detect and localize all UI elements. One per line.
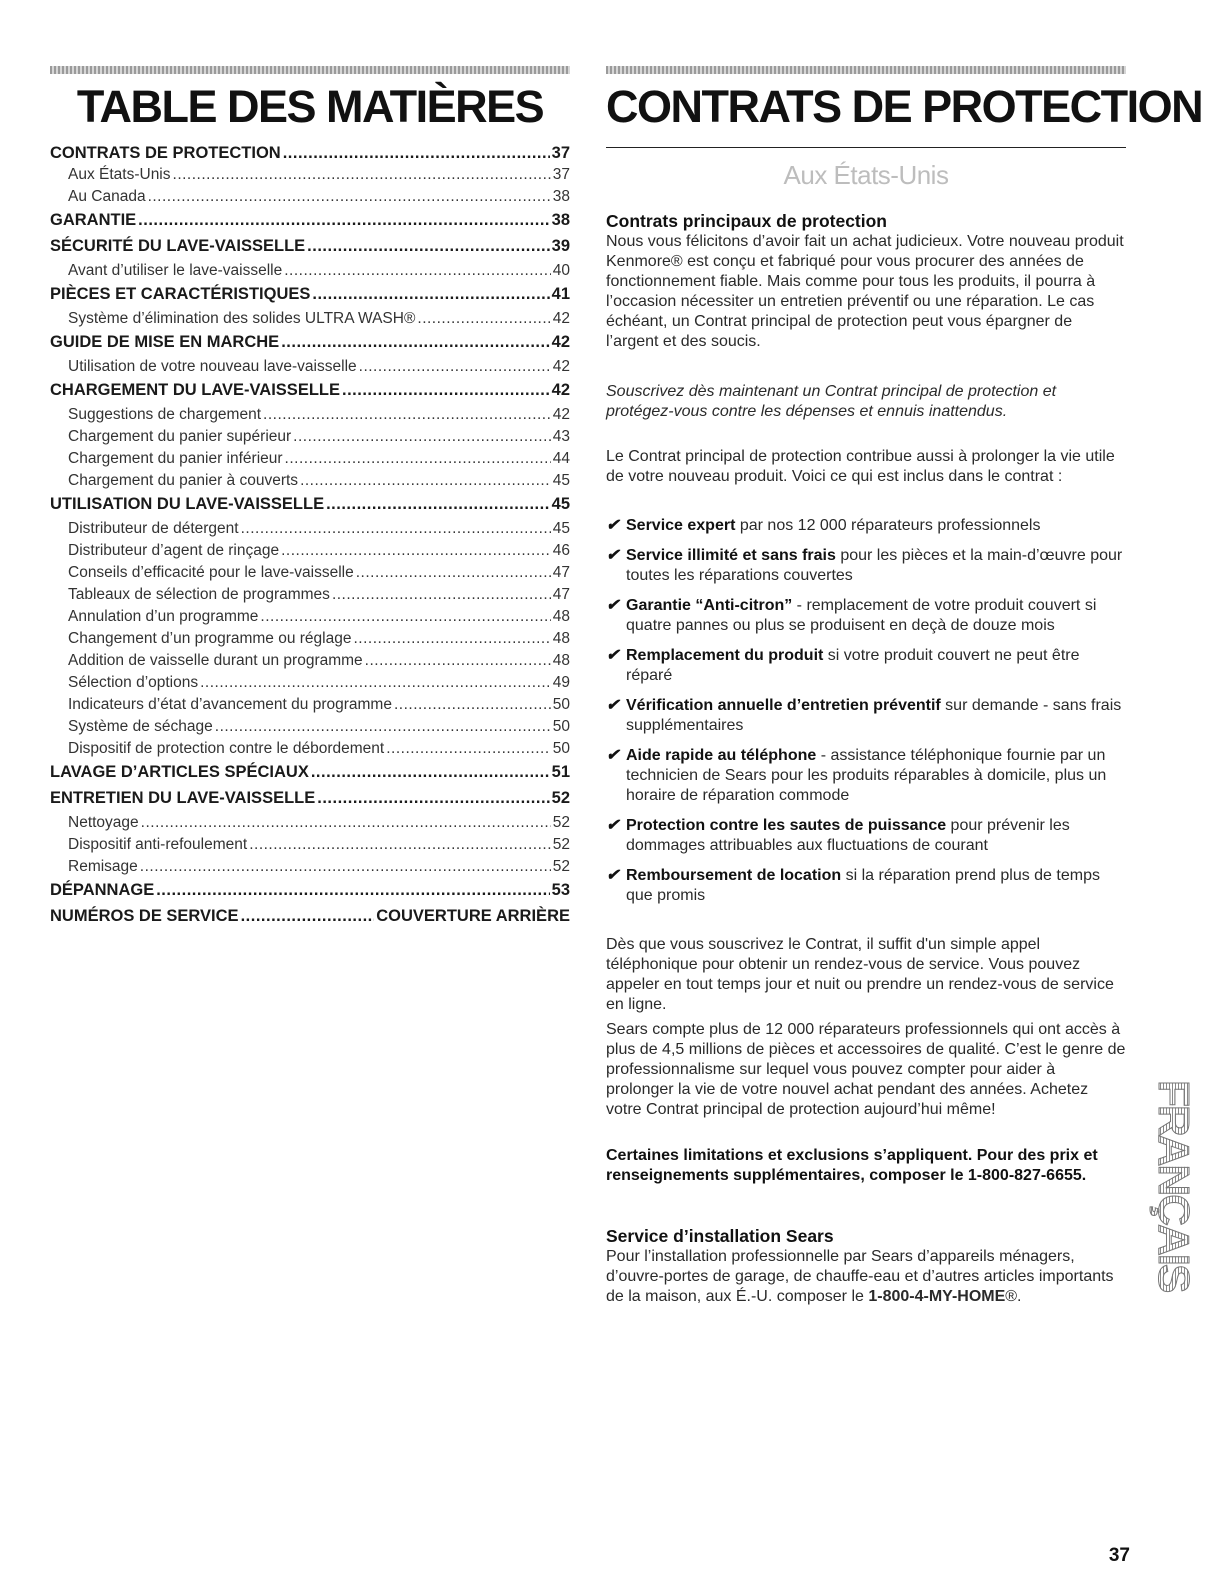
toc-leader-dots bbox=[215, 716, 551, 738]
main-heading: Contrats principaux de protection bbox=[606, 211, 887, 231]
toc-leader-dots bbox=[285, 448, 551, 470]
toc-entry-label: ENTRETIEN DU LAVE-VAISSELLE bbox=[50, 789, 316, 807]
toc-entry-label: Avant d’utiliser le lave-vaisselle bbox=[68, 262, 283, 279]
toc-section-row bbox=[50, 904, 570, 930]
toc-entry-label: UTILISATION DU LAVE-VAISSELLE bbox=[50, 495, 325, 513]
benefit-item bbox=[606, 816, 1126, 856]
install-tail: ®. bbox=[1005, 1288, 1022, 1305]
benefit-item bbox=[606, 696, 1126, 736]
toc-leader-dots bbox=[263, 404, 551, 426]
toc-entry-label: Système d’élimination des solides ULTRA WASH® bbox=[68, 310, 416, 327]
toc-leader-dots bbox=[148, 186, 551, 208]
toc-subsection-row bbox=[50, 356, 570, 378]
toc-subsection-row bbox=[50, 404, 570, 426]
italic-note-block bbox=[606, 382, 1126, 422]
toc-leader-dots bbox=[241, 904, 375, 928]
toc-section-row bbox=[50, 786, 570, 812]
toc-section-row bbox=[50, 760, 570, 786]
benefit-title: Remplacement du produit bbox=[626, 647, 824, 664]
toc-subsection-row bbox=[50, 694, 570, 716]
toc-page-number: 40 bbox=[552, 262, 570, 279]
sears-paragraph-block bbox=[606, 1020, 1126, 1120]
toc-entry-label: Chargement du panier inférieur bbox=[68, 450, 283, 467]
toc-subsection-row bbox=[50, 518, 570, 540]
toc-page-number: 41 bbox=[551, 285, 570, 303]
toc-section-row bbox=[50, 234, 570, 260]
call-paragraph: Dès que vous souscrivez le Contrat, il suffit d'un simple appel téléphonique pour obtenir un rendez-vous de service. Vous pouvez appeler en tout temps jour et nuit ou prendre un rendez-vous de service en ligne. bbox=[606, 936, 1114, 1013]
toc-subsection-row bbox=[50, 448, 570, 470]
toc-page-number: COUVERTURE ARRIÈRE bbox=[376, 907, 570, 925]
checkmark-icon: ✔ bbox=[606, 867, 620, 884]
toc-leader-dots bbox=[173, 164, 551, 186]
included-intro: Le Contrat principal de protection contribue aussi à prolonger la vie utile de votre nouveau produit. Voici ce qui est inclus dans le contrat : bbox=[606, 448, 1115, 485]
toc-leader-dots bbox=[332, 584, 551, 606]
italic-note: Souscrivez dès maintenant un Contrat principal de protection et protégez-vous contre les dépenses et ennuis inattendus. bbox=[606, 383, 1057, 420]
toc-page-number: 38 bbox=[551, 211, 570, 229]
language-label: FRANÇAIS bbox=[1149, 1080, 1198, 1292]
toc-section-row bbox=[50, 141, 570, 164]
toc-page-number: 49 bbox=[552, 674, 570, 691]
checkmark-icon: ✔ bbox=[606, 817, 620, 834]
toc-section-row bbox=[50, 282, 570, 308]
install-paragraph bbox=[606, 1247, 1126, 1307]
main-heading-block bbox=[606, 211, 1126, 352]
toc-page-number: 47 bbox=[552, 564, 570, 581]
toc-page-number: 44 bbox=[552, 450, 570, 467]
toc-entry-label: Sélection d’options bbox=[68, 674, 199, 691]
install-phone: 1-800-4-MY-HOME bbox=[868, 1288, 1006, 1305]
toc-entry-label: Conseils d’efficacité pour le lave-vaisselle bbox=[68, 564, 354, 581]
toc-page-number: 48 bbox=[552, 652, 570, 669]
toc-entry-label: Tableaux de sélection de programmes bbox=[68, 586, 330, 603]
benefit-title: Aide rapide au téléphone bbox=[626, 747, 817, 764]
toc-leader-dots bbox=[342, 378, 550, 402]
toc-entry-label: Chargement du panier à couverts bbox=[68, 472, 299, 489]
toc-subsection-row bbox=[50, 628, 570, 650]
toc-entry-label: Chargement du panier supérieur bbox=[68, 428, 292, 445]
benefit-item bbox=[606, 516, 1126, 536]
toc-entry-label: Annulation d’un programme bbox=[68, 608, 259, 625]
toc-section-row bbox=[50, 378, 570, 404]
benefit-title: Service expert bbox=[626, 517, 736, 534]
sears-paragraph: Sears compte plus de 12 000 réparateurs professionnels qui ont accès à plus de 4,5 millions de pièces et accessoires de qualité. C’est le genre de professionnalisme sur lequel vous pouvez compter pour aider à prolonger la vie de votre nouvel achat pendant des années. Achetez votre Contrat principal de protection aujourd’hui même! bbox=[606, 1021, 1126, 1118]
toc-subsection-row bbox=[50, 584, 570, 606]
toc-entry-label: GUIDE DE MISE EN MARCHE bbox=[50, 333, 280, 351]
toc-leader-dots bbox=[260, 606, 550, 628]
toc-page-number: 42 bbox=[552, 406, 570, 423]
toc-title: TABLE DES MATIÈRES bbox=[76, 81, 544, 132]
call-paragraph-block bbox=[606, 935, 1126, 1015]
benefit-title: Vérification annuelle d’entretien préventif bbox=[626, 697, 941, 714]
benefit-description: si la réparation prend plus de temps que promis bbox=[626, 867, 1100, 904]
toc-entry-label: Distributeur d’agent de rinçage bbox=[68, 542, 280, 559]
benefit-item bbox=[606, 746, 1126, 806]
toc-section-row bbox=[50, 878, 570, 904]
title-rule bbox=[606, 147, 1126, 148]
toc-subsection-row bbox=[50, 186, 570, 208]
toc-entry-label: Dispositif anti-refoulement bbox=[68, 836, 248, 853]
toc-page-number: 46 bbox=[552, 542, 570, 559]
toc-page-number: 51 bbox=[551, 763, 570, 781]
checkmark-icon: ✔ bbox=[606, 547, 620, 564]
toc-page-number: 50 bbox=[552, 740, 570, 757]
toc-page-number: 42 bbox=[551, 333, 570, 351]
benefit-description: pour prévenir les dommages attribuables aux fluctuations de courant bbox=[626, 817, 1070, 854]
toc-page-number: 52 bbox=[552, 836, 570, 853]
section-subtitle: Aux États-Unis bbox=[783, 160, 949, 190]
toc-leader-dots bbox=[312, 282, 549, 306]
toc-subsection-row bbox=[50, 562, 570, 584]
toc-entry-label: Système de séchage bbox=[68, 718, 213, 735]
benefit-description: - remplacement de votre produit couvert si quatre pannes ou plus se produisent en deçà de douze mois bbox=[626, 597, 1097, 634]
toc-entry-label: Remisage bbox=[68, 858, 138, 875]
toc-leader-dots bbox=[200, 672, 551, 694]
toc-entry-label: NUMÉROS DE SERVICE bbox=[50, 907, 239, 925]
table-of-contents bbox=[50, 141, 570, 930]
benefit-item bbox=[606, 646, 1126, 686]
toc-leader-dots bbox=[417, 308, 550, 330]
toc-subsection-row bbox=[50, 856, 570, 878]
toc-section-row bbox=[50, 208, 570, 234]
toc-entry-label: Utilisation de votre nouveau lave-vaisselle bbox=[68, 358, 357, 375]
toc-subsection-row bbox=[50, 650, 570, 672]
toc-page-number: 52 bbox=[551, 789, 570, 807]
toc-subsection-row bbox=[50, 260, 570, 282]
toc-entry-label: SÉCURITÉ DU LAVE-VAISSELLE bbox=[50, 237, 306, 255]
toc-entry-label: LAVAGE D’ARTICLES SPÉCIAUX bbox=[50, 763, 309, 781]
toc-entry-label: Nettoyage bbox=[68, 814, 139, 831]
toc-leader-dots bbox=[307, 234, 549, 258]
toc-entry-label: Addition de vaisselle durant un programme bbox=[68, 652, 363, 669]
right-top-bar bbox=[606, 66, 1126, 74]
toc-entry-label: PIÈCES ET CARACTÉRISTIQUES bbox=[50, 285, 311, 303]
toc-leader-dots bbox=[300, 470, 551, 492]
toc-subsection-row bbox=[50, 308, 570, 330]
toc-leader-dots bbox=[293, 426, 551, 448]
toc-page-number: 52 bbox=[552, 814, 570, 831]
toc-subsection-row bbox=[50, 834, 570, 856]
toc-leader-dots bbox=[311, 760, 550, 784]
toc-entry-label: CHARGEMENT DU LAVE-VAISSELLE bbox=[50, 381, 340, 399]
toc-page-number: 48 bbox=[552, 608, 570, 625]
toc-leader-dots bbox=[283, 141, 550, 165]
toc-entry-label: CONTRATS DE PROTECTION bbox=[50, 144, 281, 162]
toc-subsection-row bbox=[50, 426, 570, 448]
toc-leader-dots bbox=[326, 492, 550, 516]
toc-page-number: 52 bbox=[552, 858, 570, 875]
benefit-description: par nos 12 000 réparateurs professionnels bbox=[735, 517, 1041, 534]
toc-page-number: 50 bbox=[552, 696, 570, 713]
benefit-description: pour les pièces et la main-d’œuvre pour toutes les réparations couvertes bbox=[626, 547, 1123, 584]
protection-title: CONTRATS DE PROTECTION bbox=[606, 81, 1203, 132]
toc-leader-dots bbox=[365, 650, 551, 672]
toc-entry-label: Au Canada bbox=[68, 188, 146, 205]
install-block bbox=[606, 1226, 1126, 1307]
toc-entry-label: Dispositif de protection contre le débordement bbox=[68, 740, 385, 757]
checkmark-icon: ✔ bbox=[606, 597, 620, 614]
toc-entry-label: GARANTIE bbox=[50, 211, 137, 229]
toc-leader-dots bbox=[249, 834, 551, 856]
benefit-description: sur demande - sans frais supplémentaires bbox=[626, 697, 1122, 734]
toc-page-number: 37 bbox=[551, 144, 570, 162]
toc-entry-label: Suggestions de chargement bbox=[68, 406, 262, 423]
benefit-item bbox=[606, 596, 1126, 636]
toc-leader-dots bbox=[394, 694, 551, 716]
toc-leader-dots bbox=[353, 628, 550, 650]
toc-subsection-row bbox=[50, 716, 570, 738]
toc-leader-dots bbox=[241, 518, 551, 540]
toc-subsection-row bbox=[50, 470, 570, 492]
toc-subsection-row bbox=[50, 606, 570, 628]
toc-page-number: 42 bbox=[552, 358, 570, 375]
benefits-list bbox=[606, 516, 1126, 916]
toc-page-number: 45 bbox=[552, 520, 570, 537]
toc-leader-dots bbox=[141, 812, 551, 834]
checkmark-icon: ✔ bbox=[606, 697, 620, 714]
toc-leader-dots bbox=[284, 260, 551, 282]
benefit-description: si votre produit couvert ne peut être réparé bbox=[626, 647, 1080, 684]
intro-paragraph: Nous vous félicitons d’avoir fait un achat judicieux. Votre nouveau produit Kenmore® est conçu et fabriqué pour vous procurer des années de fonctionnement fiable. Mais comme pour tous les produits, il pourra à l’occasion nécessiter un entretien préventif ou une réparation. Le cas échéant, un Contrat principal de protection peut vous épargner de l’argent et des soucis. bbox=[606, 233, 1124, 350]
toc-subsection-row bbox=[50, 812, 570, 834]
toc-page-number: 37 bbox=[552, 166, 570, 183]
page-number: 37 bbox=[1108, 1545, 1130, 1566]
toc-entry-label: Changement d’un programme ou réglage bbox=[68, 630, 352, 647]
toc-subsection-row bbox=[50, 540, 570, 562]
limits-paragraph: Certaines limitations et exclusions s’appliquent. Pour des prix et renseignements supplémentaires, composer le 1-800-827-6655. bbox=[606, 1147, 1098, 1184]
toc-leader-dots bbox=[140, 856, 551, 878]
toc-leader-dots bbox=[281, 330, 549, 354]
checkmark-icon: ✔ bbox=[606, 517, 620, 534]
toc-page-number: 42 bbox=[551, 381, 570, 399]
toc-subsection-row bbox=[50, 164, 570, 186]
benefit-item bbox=[606, 866, 1126, 906]
toc-page-number: 50 bbox=[552, 718, 570, 735]
toc-page-number: 53 bbox=[551, 881, 570, 899]
toc-leader-dots bbox=[356, 562, 551, 584]
benefit-title: Remboursement de location bbox=[626, 867, 842, 884]
toc-entry-label: Aux États-Unis bbox=[68, 166, 171, 183]
toc-leader-dots bbox=[359, 356, 551, 378]
toc-leader-dots bbox=[156, 878, 549, 902]
language-sidebar bbox=[1149, 1080, 1203, 1340]
limits-paragraph-block bbox=[606, 1146, 1126, 1186]
toc-leader-dots bbox=[386, 738, 551, 760]
toc-section-row bbox=[50, 330, 570, 356]
benefit-title: Service illimité et sans frais bbox=[626, 547, 836, 564]
toc-page-number: 45 bbox=[551, 495, 570, 513]
toc-entry-label: Indicateurs d’état d’avancement du programme bbox=[68, 696, 392, 713]
toc-section-row bbox=[50, 492, 570, 518]
checkmark-icon: ✔ bbox=[606, 647, 620, 664]
toc-page-number: 48 bbox=[552, 630, 570, 647]
checkmark-icon: ✔ bbox=[606, 747, 620, 764]
toc-leader-dots bbox=[281, 540, 551, 562]
install-text: Pour l’installation professionnelle par Sears d’appareils ménagers, d’ouvre-portes de garage, de chauffe-eau et d’autres articles importants de la maison, aux É.-U. composer le bbox=[606, 1248, 1114, 1305]
toc-page-number: 39 bbox=[551, 237, 570, 255]
left-top-bar bbox=[50, 66, 570, 74]
benefit-title: Garantie “Anti-citron” bbox=[626, 597, 793, 614]
install-heading: Service d’installation Sears bbox=[606, 1226, 834, 1246]
toc-page-number: 42 bbox=[552, 310, 570, 327]
toc-leader-dots bbox=[317, 786, 549, 810]
toc-entry-label: Distributeur de détergent bbox=[68, 520, 239, 537]
toc-page-number: 45 bbox=[552, 472, 570, 489]
benefit-description: - assistance téléphonique fournie par un technicien de Sears pour les produits réparables à domicile, plus un horaire de réparation commode bbox=[626, 747, 1107, 804]
toc-subsection-row bbox=[50, 672, 570, 694]
toc-entry-label: DÉPANNAGE bbox=[50, 881, 155, 899]
benefit-item bbox=[606, 546, 1126, 586]
toc-page-number: 43 bbox=[552, 428, 570, 445]
included-block bbox=[606, 447, 1126, 487]
toc-subsection-row bbox=[50, 738, 570, 760]
toc-leader-dots bbox=[138, 208, 549, 232]
toc-page-number: 38 bbox=[552, 188, 570, 205]
benefit-title: Protection contre les sautes de puissance bbox=[626, 817, 947, 834]
toc-page-number: 47 bbox=[552, 586, 570, 603]
